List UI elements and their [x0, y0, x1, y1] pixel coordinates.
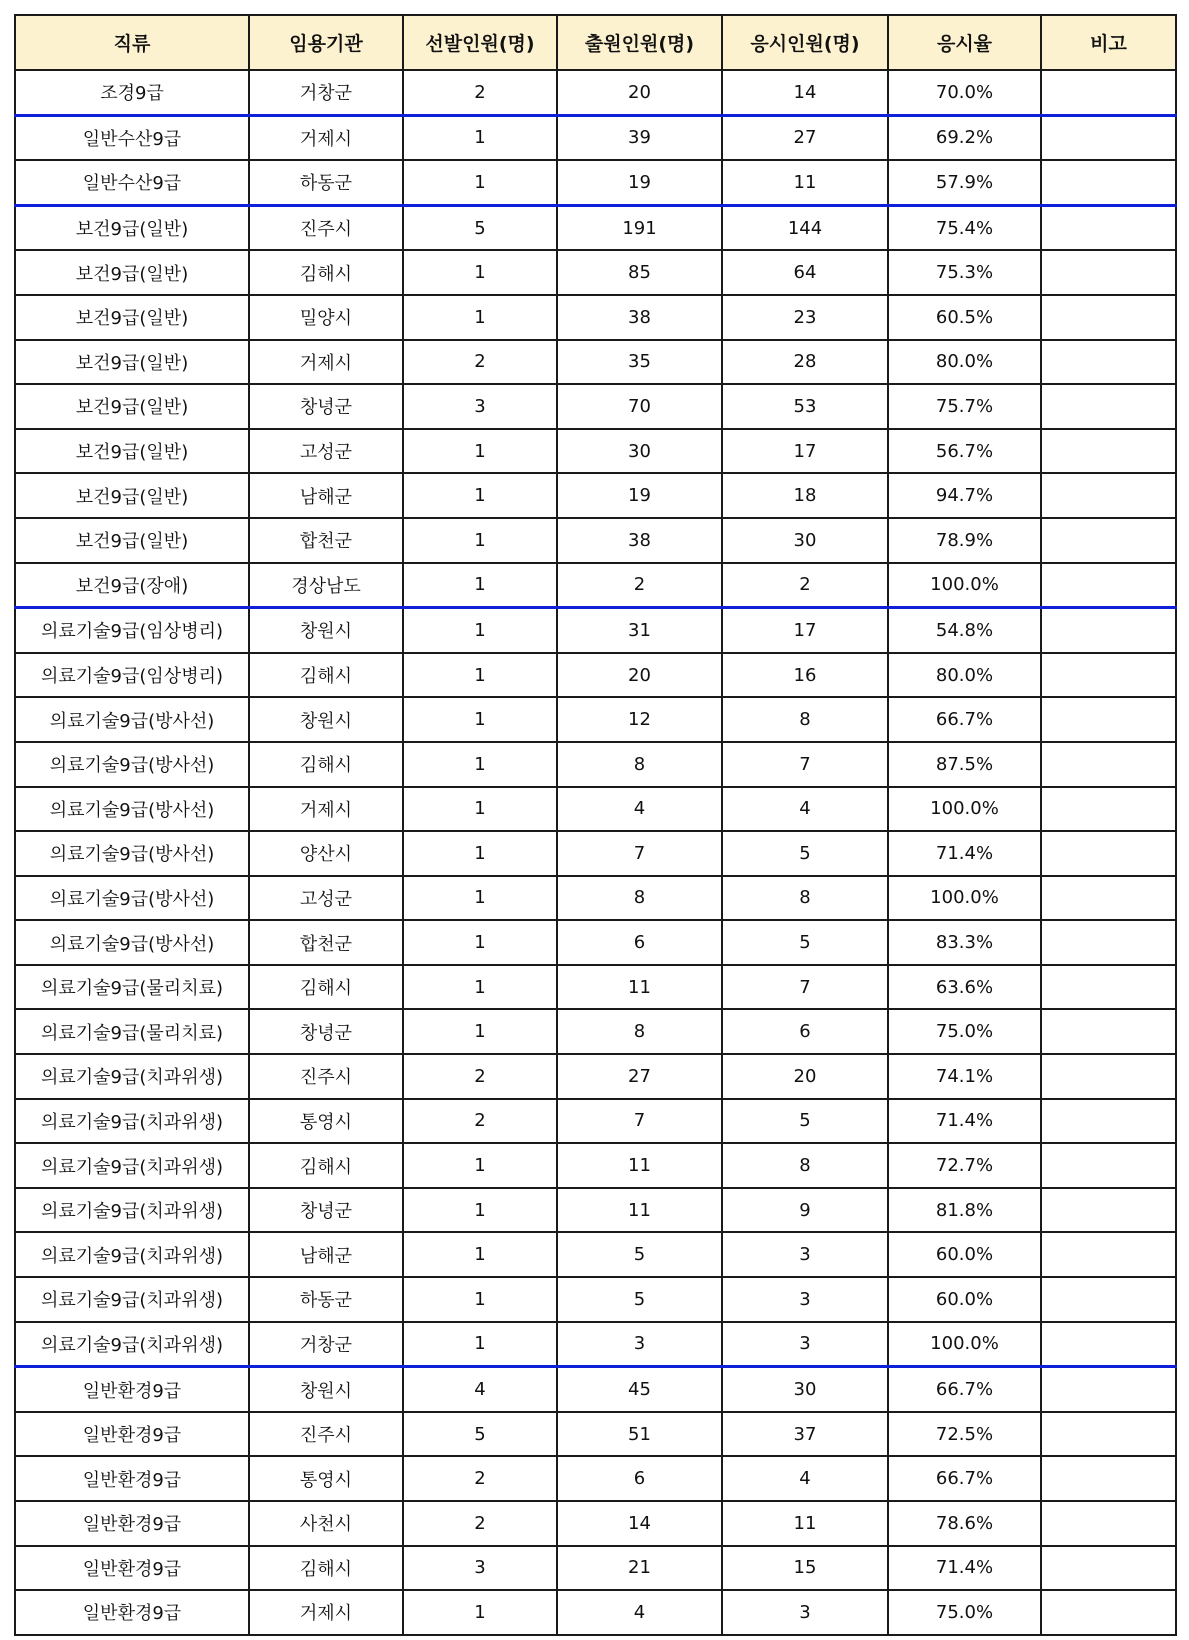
cell-applicant-count: 38	[557, 295, 722, 340]
cell-applicant-count: 45	[557, 1367, 722, 1412]
cell-attendance-rate: 72.7%	[888, 1143, 1041, 1188]
cell-selected-count: 1	[403, 1009, 557, 1054]
cell-selected-count: 1	[403, 920, 557, 965]
cell-attendance-rate: 71.4%	[888, 1099, 1041, 1144]
cell-attendance-rate: 60.0%	[888, 1277, 1041, 1322]
cell-selected-count: 1	[403, 295, 557, 340]
cell-remarks	[1041, 518, 1176, 563]
header-row	[15, 15, 1176, 70]
cell-examinee-count: 5	[722, 831, 888, 876]
cell-examinee-count: 20	[722, 1054, 888, 1099]
cell-remarks	[1041, 384, 1176, 429]
cell-applicant-count: 19	[557, 473, 722, 518]
exam-statistics-table	[14, 14, 1177, 1636]
cell-remarks	[1041, 340, 1176, 385]
table-row	[15, 1590, 1176, 1635]
cell-appointing-agency: 진주시	[249, 1054, 403, 1099]
table-row	[15, 1009, 1176, 1054]
cell-applicant-count: 51	[557, 1412, 722, 1457]
cell-attendance-rate: 71.4%	[888, 831, 1041, 876]
cell-job-category: 의료기술9급(치과위생)	[15, 1277, 249, 1322]
cell-attendance-rate: 100.0%	[888, 787, 1041, 832]
table-row	[15, 876, 1176, 921]
cell-job-category: 보건9급(일반)	[15, 473, 249, 518]
cell-appointing-agency: 진주시	[249, 205, 403, 250]
cell-appointing-agency: 창녕군	[249, 384, 403, 429]
cell-selected-count: 2	[403, 70, 557, 115]
cell-job-category: 의료기술9급(치과위생)	[15, 1322, 249, 1367]
table-header	[15, 15, 1176, 70]
cell-selected-count: 3	[403, 384, 557, 429]
cell-examinee-count: 28	[722, 340, 888, 385]
cell-selected-count: 1	[403, 697, 557, 742]
table-row	[15, 742, 1176, 787]
cell-appointing-agency: 밀양시	[249, 295, 403, 340]
cell-appointing-agency: 창원시	[249, 1367, 403, 1412]
cell-attendance-rate: 60.5%	[888, 295, 1041, 340]
cell-attendance-rate: 75.0%	[888, 1009, 1041, 1054]
cell-examinee-count: 7	[722, 742, 888, 787]
cell-appointing-agency: 합천군	[249, 518, 403, 563]
cell-appointing-agency: 양산시	[249, 831, 403, 876]
cell-selected-count: 1	[403, 1590, 557, 1635]
table-row	[15, 384, 1176, 429]
cell-applicant-count: 4	[557, 1590, 722, 1635]
cell-applicant-count: 70	[557, 384, 722, 429]
table-row	[15, 429, 1176, 474]
cell-appointing-agency: 거제시	[249, 1590, 403, 1635]
cell-attendance-rate: 81.8%	[888, 1188, 1041, 1233]
cell-applicant-count: 85	[557, 250, 722, 295]
cell-remarks	[1041, 697, 1176, 742]
cell-examinee-count: 6	[722, 1009, 888, 1054]
cell-job-category: 보건9급(일반)	[15, 429, 249, 474]
cell-selected-count: 1	[403, 160, 557, 205]
cell-remarks	[1041, 1501, 1176, 1546]
cell-job-category: 일반환경9급	[15, 1412, 249, 1457]
cell-examinee-count: 8	[722, 697, 888, 742]
cell-applicant-count: 8	[557, 742, 722, 787]
table-row	[15, 787, 1176, 832]
cell-selected-count: 1	[403, 1232, 557, 1277]
cell-attendance-rate: 54.8%	[888, 608, 1041, 653]
cell-applicant-count: 12	[557, 697, 722, 742]
cell-appointing-agency: 합천군	[249, 920, 403, 965]
cell-appointing-agency: 남해군	[249, 1232, 403, 1277]
cell-applicant-count: 27	[557, 1054, 722, 1099]
cell-examinee-count: 17	[722, 608, 888, 653]
table-row	[15, 831, 1176, 876]
cell-job-category: 일반환경9급	[15, 1590, 249, 1635]
cell-appointing-agency: 고성군	[249, 876, 403, 921]
cell-selected-count: 1	[403, 429, 557, 474]
table-row	[15, 1232, 1176, 1277]
cell-appointing-agency: 하동군	[249, 160, 403, 205]
table-row	[15, 920, 1176, 965]
table-row	[15, 340, 1176, 385]
cell-appointing-agency: 창원시	[249, 697, 403, 742]
table-row	[15, 1322, 1176, 1367]
cell-appointing-agency: 거창군	[249, 1322, 403, 1367]
cell-selected-count: 1	[403, 787, 557, 832]
cell-applicant-count: 8	[557, 876, 722, 921]
table-row	[15, 473, 1176, 518]
cell-job-category: 보건9급(장애)	[15, 563, 249, 608]
cell-remarks	[1041, 1143, 1176, 1188]
cell-applicant-count: 3	[557, 1322, 722, 1367]
cell-remarks	[1041, 831, 1176, 876]
cell-job-category: 의료기술9급(방사선)	[15, 831, 249, 876]
cell-job-category: 의료기술9급(방사선)	[15, 697, 249, 742]
table-row	[15, 1099, 1176, 1144]
cell-examinee-count: 144	[722, 205, 888, 250]
cell-remarks	[1041, 1322, 1176, 1367]
cell-remarks	[1041, 787, 1176, 832]
cell-job-category: 의료기술9급(물리치료)	[15, 965, 249, 1010]
cell-appointing-agency: 하동군	[249, 1277, 403, 1322]
cell-attendance-rate: 100.0%	[888, 1322, 1041, 1367]
table-row	[15, 70, 1176, 115]
cell-examinee-count: 5	[722, 920, 888, 965]
cell-applicant-count: 38	[557, 518, 722, 563]
cell-selected-count: 5	[403, 1412, 557, 1457]
cell-remarks	[1041, 1367, 1176, 1412]
cell-remarks	[1041, 1456, 1176, 1501]
cell-applicant-count: 11	[557, 965, 722, 1010]
cell-selected-count: 4	[403, 1367, 557, 1412]
cell-selected-count: 1	[403, 653, 557, 698]
table-row	[15, 563, 1176, 608]
cell-selected-count: 1	[403, 1143, 557, 1188]
cell-remarks	[1041, 115, 1176, 160]
header-examinee-count: 응시인원(명)	[722, 15, 888, 70]
cell-examinee-count: 64	[722, 250, 888, 295]
cell-selected-count: 1	[403, 250, 557, 295]
cell-attendance-rate: 83.3%	[888, 920, 1041, 965]
table-row	[15, 295, 1176, 340]
cell-attendance-rate: 87.5%	[888, 742, 1041, 787]
cell-job-category: 보건9급(일반)	[15, 250, 249, 295]
cell-job-category: 의료기술9급(방사선)	[15, 787, 249, 832]
cell-appointing-agency: 거제시	[249, 115, 403, 160]
cell-appointing-agency: 경상남도	[249, 563, 403, 608]
cell-job-category: 의료기술9급(치과위생)	[15, 1054, 249, 1099]
cell-applicant-count: 4	[557, 787, 722, 832]
table-row	[15, 1412, 1176, 1457]
cell-examinee-count: 7	[722, 965, 888, 1010]
cell-attendance-rate: 57.9%	[888, 160, 1041, 205]
header-applicant-count: 출원인원(명)	[557, 15, 722, 70]
table-row	[15, 1277, 1176, 1322]
cell-remarks	[1041, 920, 1176, 965]
cell-selected-count: 1	[403, 876, 557, 921]
cell-job-category: 일반환경9급	[15, 1546, 249, 1591]
cell-selected-count: 2	[403, 1456, 557, 1501]
cell-attendance-rate: 75.7%	[888, 384, 1041, 429]
cell-examinee-count: 8	[722, 1143, 888, 1188]
table-row	[15, 965, 1176, 1010]
header-job-category: 직류	[15, 15, 249, 70]
cell-attendance-rate: 71.4%	[888, 1546, 1041, 1591]
cell-examinee-count: 17	[722, 429, 888, 474]
table-row	[15, 518, 1176, 563]
cell-examinee-count: 4	[722, 1456, 888, 1501]
table-row	[15, 1501, 1176, 1546]
cell-appointing-agency: 김해시	[249, 1546, 403, 1591]
cell-selected-count: 5	[403, 205, 557, 250]
cell-job-category: 보건9급(일반)	[15, 295, 249, 340]
table-row	[15, 1456, 1176, 1501]
cell-remarks	[1041, 160, 1176, 205]
cell-selected-count: 2	[403, 1054, 557, 1099]
cell-selected-count: 1	[403, 608, 557, 653]
cell-remarks	[1041, 429, 1176, 474]
table-row	[15, 653, 1176, 698]
cell-job-category: 의료기술9급(임상병리)	[15, 653, 249, 698]
cell-remarks	[1041, 250, 1176, 295]
cell-job-category: 의료기술9급(물리치료)	[15, 1009, 249, 1054]
cell-selected-count: 2	[403, 1501, 557, 1546]
cell-applicant-count: 39	[557, 115, 722, 160]
cell-remarks	[1041, 965, 1176, 1010]
cell-applicant-count: 20	[557, 70, 722, 115]
cell-attendance-rate: 80.0%	[888, 340, 1041, 385]
cell-examinee-count: 30	[722, 518, 888, 563]
cell-examinee-count: 3	[722, 1232, 888, 1277]
cell-selected-count: 1	[403, 1188, 557, 1233]
cell-examinee-count: 2	[722, 563, 888, 608]
cell-appointing-agency: 진주시	[249, 1412, 403, 1457]
cell-selected-count: 1	[403, 1277, 557, 1322]
cell-job-category: 일반수산9급	[15, 160, 249, 205]
table-row	[15, 1188, 1176, 1233]
cell-attendance-rate: 66.7%	[888, 697, 1041, 742]
cell-remarks	[1041, 205, 1176, 250]
cell-attendance-rate: 78.6%	[888, 1501, 1041, 1546]
cell-job-category: 일반수산9급	[15, 115, 249, 160]
cell-appointing-agency: 남해군	[249, 473, 403, 518]
cell-attendance-rate: 56.7%	[888, 429, 1041, 474]
header-appointing-agency: 임용기관	[249, 15, 403, 70]
cell-remarks	[1041, 70, 1176, 115]
cell-applicant-count: 5	[557, 1232, 722, 1277]
cell-appointing-agency: 김해시	[249, 965, 403, 1010]
cell-attendance-rate: 70.0%	[888, 70, 1041, 115]
cell-attendance-rate: 69.2%	[888, 115, 1041, 160]
table-row	[15, 205, 1176, 250]
cell-applicant-count: 30	[557, 429, 722, 474]
cell-job-category: 의료기술9급(방사선)	[15, 920, 249, 965]
cell-remarks	[1041, 876, 1176, 921]
cell-selected-count: 2	[403, 1099, 557, 1144]
cell-attendance-rate: 78.9%	[888, 518, 1041, 563]
cell-remarks	[1041, 473, 1176, 518]
cell-job-category: 보건9급(일반)	[15, 384, 249, 429]
cell-job-category: 일반환경9급	[15, 1501, 249, 1546]
cell-attendance-rate: 100.0%	[888, 876, 1041, 921]
cell-examinee-count: 4	[722, 787, 888, 832]
cell-attendance-rate: 72.5%	[888, 1412, 1041, 1457]
cell-examinee-count: 11	[722, 160, 888, 205]
cell-appointing-agency: 통영시	[249, 1456, 403, 1501]
cell-applicant-count: 2	[557, 563, 722, 608]
cell-applicant-count: 6	[557, 920, 722, 965]
cell-appointing-agency: 사천시	[249, 1501, 403, 1546]
cell-remarks	[1041, 653, 1176, 698]
cell-selected-count: 1	[403, 518, 557, 563]
cell-applicant-count: 19	[557, 160, 722, 205]
cell-appointing-agency: 창원시	[249, 608, 403, 653]
cell-attendance-rate: 63.6%	[888, 965, 1041, 1010]
cell-remarks	[1041, 608, 1176, 653]
table-row	[15, 1054, 1176, 1099]
cell-remarks	[1041, 1412, 1176, 1457]
cell-job-category: 보건9급(일반)	[15, 518, 249, 563]
cell-attendance-rate: 75.3%	[888, 250, 1041, 295]
table-row	[15, 697, 1176, 742]
cell-applicant-count: 191	[557, 205, 722, 250]
cell-selected-count: 1	[403, 115, 557, 160]
cell-examinee-count: 9	[722, 1188, 888, 1233]
cell-job-category: 의료기술9급(방사선)	[15, 742, 249, 787]
cell-examinee-count: 37	[722, 1412, 888, 1457]
cell-selected-count: 1	[403, 831, 557, 876]
cell-examinee-count: 27	[722, 115, 888, 160]
cell-appointing-agency: 거제시	[249, 340, 403, 385]
cell-appointing-agency: 통영시	[249, 1099, 403, 1144]
cell-selected-count: 1	[403, 965, 557, 1010]
table-row	[15, 160, 1176, 205]
cell-attendance-rate: 75.0%	[888, 1590, 1041, 1635]
cell-job-category: 일반환경9급	[15, 1456, 249, 1501]
cell-appointing-agency: 김해시	[249, 250, 403, 295]
cell-examinee-count: 18	[722, 473, 888, 518]
cell-remarks	[1041, 1277, 1176, 1322]
cell-selected-count: 1	[403, 1322, 557, 1367]
cell-remarks	[1041, 742, 1176, 787]
cell-attendance-rate: 60.0%	[888, 1232, 1041, 1277]
cell-examinee-count: 15	[722, 1546, 888, 1591]
cell-remarks	[1041, 1590, 1176, 1635]
cell-examinee-count: 30	[722, 1367, 888, 1412]
cell-examinee-count: 8	[722, 876, 888, 921]
table-row	[15, 1143, 1176, 1188]
cell-selected-count: 1	[403, 473, 557, 518]
cell-applicant-count: 20	[557, 653, 722, 698]
cell-remarks	[1041, 1232, 1176, 1277]
cell-examinee-count: 23	[722, 295, 888, 340]
cell-remarks	[1041, 295, 1176, 340]
cell-attendance-rate: 66.7%	[888, 1367, 1041, 1412]
cell-job-category: 보건9급(일반)	[15, 340, 249, 385]
cell-applicant-count: 14	[557, 1501, 722, 1546]
cell-applicant-count: 11	[557, 1143, 722, 1188]
table-row	[15, 1367, 1176, 1412]
cell-appointing-agency: 김해시	[249, 742, 403, 787]
cell-remarks	[1041, 1099, 1176, 1144]
cell-applicant-count: 6	[557, 1456, 722, 1501]
cell-examinee-count: 5	[722, 1099, 888, 1144]
cell-appointing-agency: 고성군	[249, 429, 403, 474]
cell-appointing-agency: 거제시	[249, 787, 403, 832]
table-row	[15, 1546, 1176, 1591]
cell-examinee-count: 11	[722, 1501, 888, 1546]
cell-job-category: 일반환경9급	[15, 1367, 249, 1412]
cell-appointing-agency: 김해시	[249, 1143, 403, 1188]
cell-examinee-count: 3	[722, 1590, 888, 1635]
cell-job-category: 의료기술9급(방사선)	[15, 876, 249, 921]
cell-examinee-count: 16	[722, 653, 888, 698]
cell-selected-count: 3	[403, 1546, 557, 1591]
exam-statistics-sheet	[14, 14, 1177, 1636]
table-row	[15, 115, 1176, 160]
cell-remarks	[1041, 1054, 1176, 1099]
cell-examinee-count: 3	[722, 1277, 888, 1322]
cell-appointing-agency: 창녕군	[249, 1188, 403, 1233]
cell-selected-count: 1	[403, 563, 557, 608]
cell-attendance-rate: 94.7%	[888, 473, 1041, 518]
cell-remarks	[1041, 1546, 1176, 1591]
header-selected-count: 선발인원(명)	[403, 15, 557, 70]
cell-examinee-count: 14	[722, 70, 888, 115]
cell-applicant-count: 7	[557, 831, 722, 876]
table-body	[15, 70, 1176, 1635]
cell-job-category: 의료기술9급(임상병리)	[15, 608, 249, 653]
cell-applicant-count: 8	[557, 1009, 722, 1054]
cell-attendance-rate: 74.1%	[888, 1054, 1041, 1099]
cell-job-category: 의료기술9급(치과위생)	[15, 1188, 249, 1233]
cell-attendance-rate: 100.0%	[888, 563, 1041, 608]
cell-remarks	[1041, 563, 1176, 608]
cell-selected-count: 1	[403, 742, 557, 787]
cell-applicant-count: 11	[557, 1188, 722, 1233]
cell-job-category: 의료기술9급(치과위생)	[15, 1232, 249, 1277]
cell-applicant-count: 35	[557, 340, 722, 385]
cell-remarks	[1041, 1009, 1176, 1054]
cell-applicant-count: 21	[557, 1546, 722, 1591]
cell-examinee-count: 53	[722, 384, 888, 429]
cell-attendance-rate: 80.0%	[888, 653, 1041, 698]
cell-appointing-agency: 창녕군	[249, 1009, 403, 1054]
cell-job-category: 보건9급(일반)	[15, 205, 249, 250]
cell-remarks	[1041, 1188, 1176, 1233]
cell-applicant-count: 5	[557, 1277, 722, 1322]
header-remarks: 비고	[1041, 15, 1176, 70]
cell-attendance-rate: 75.4%	[888, 205, 1041, 250]
table-row	[15, 250, 1176, 295]
cell-applicant-count: 31	[557, 608, 722, 653]
cell-job-category: 의료기술9급(치과위생)	[15, 1099, 249, 1144]
cell-applicant-count: 7	[557, 1099, 722, 1144]
cell-examinee-count: 3	[722, 1322, 888, 1367]
cell-appointing-agency: 김해시	[249, 653, 403, 698]
cell-job-category: 조경9급	[15, 70, 249, 115]
cell-selected-count: 2	[403, 340, 557, 385]
header-attendance-rate: 응시율	[888, 15, 1041, 70]
table-row	[15, 608, 1176, 653]
cell-attendance-rate: 66.7%	[888, 1456, 1041, 1501]
cell-job-category: 의료기술9급(치과위생)	[15, 1143, 249, 1188]
cell-appointing-agency: 거창군	[249, 70, 403, 115]
